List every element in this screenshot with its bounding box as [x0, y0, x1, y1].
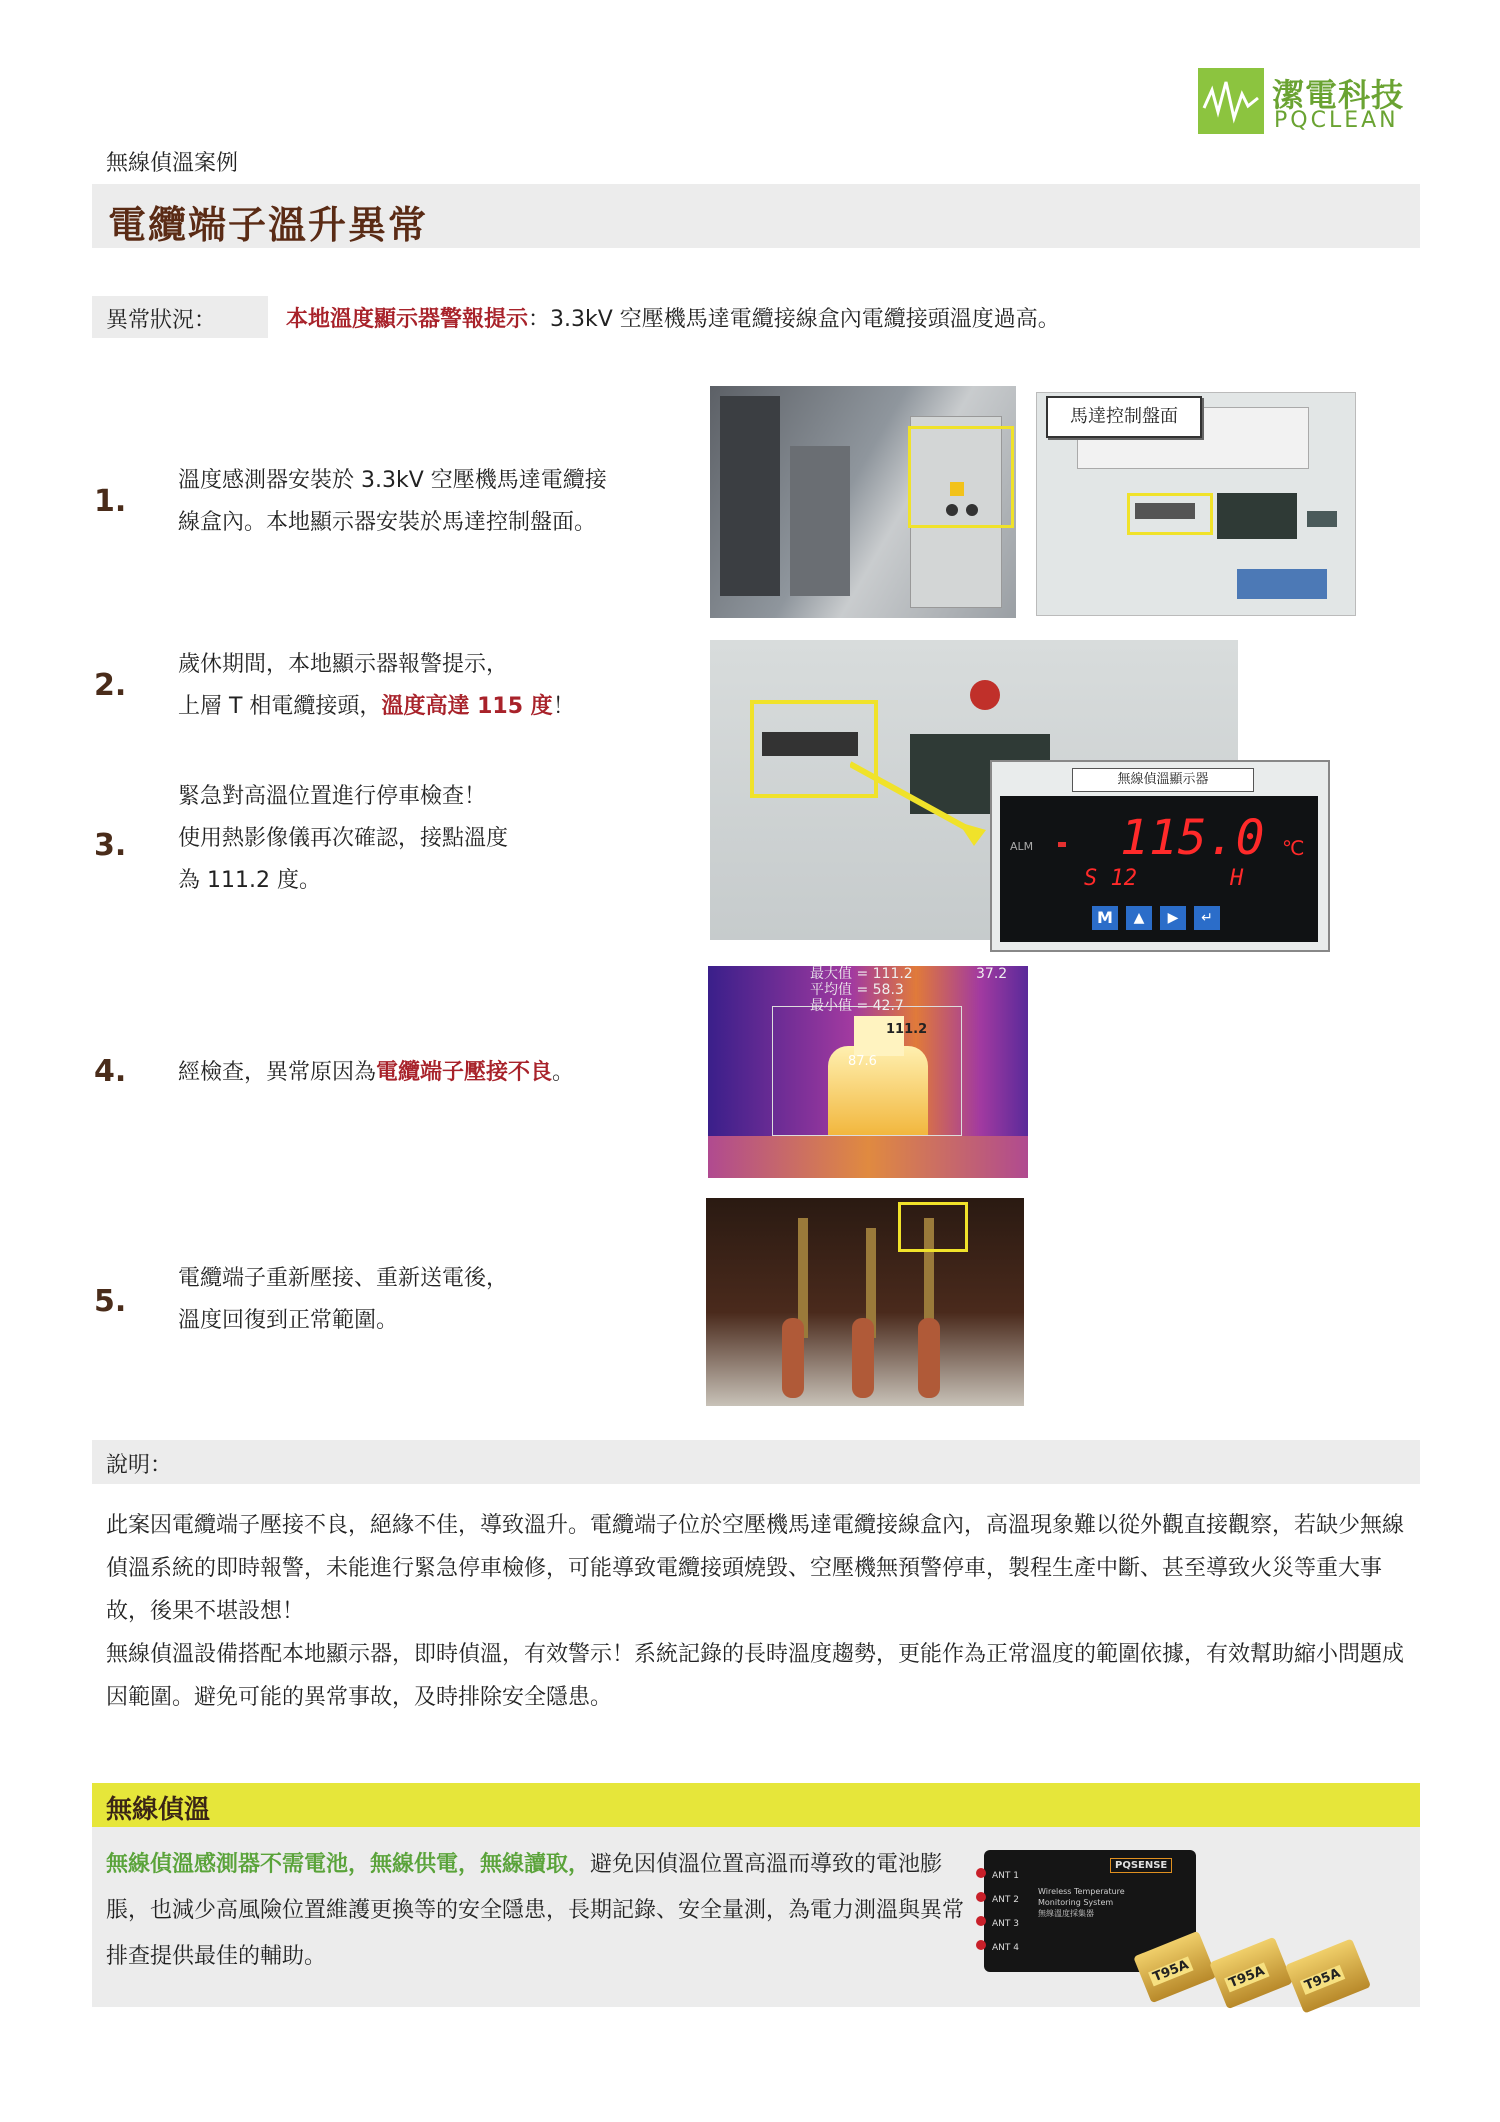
step-2-line: 上層 T 相電纜接頭，溫度高達 115 度！ — [178, 694, 575, 719]
step-3-line: 緊急對高溫位置進行停車檢查！ — [178, 784, 487, 809]
thermal-spot-1: 111.2 — [886, 1022, 928, 1037]
step-2-text — [178, 644, 575, 728]
cable-terminal-photo — [706, 1198, 1024, 1406]
display-sub: S 12 — [1084, 866, 1137, 891]
thermal-max: 最大值 = 111.2 — [810, 966, 913, 982]
status-highlight: 本地溫度顯示器警報提示 — [286, 307, 529, 332]
wireless-text — [106, 1842, 966, 1980]
logo-text-zh: 潔電科技 — [1272, 76, 1405, 114]
wireless-sensor: T95A — [1285, 1938, 1371, 2013]
display-button-enter-icon[interactable]: ↵ — [1194, 906, 1220, 930]
display-alm-label: ALM — [1010, 840, 1034, 853]
step-1-line: 溫度感測器安裝於 3.3kV 空壓機馬達電纜接 — [178, 468, 607, 493]
thermal-spot-2: 87.6 — [848, 1054, 877, 1069]
display-unit: ℃ — [1282, 836, 1305, 860]
step-3-number: 3. — [94, 828, 127, 863]
status-text — [286, 302, 1060, 333]
display-value: 115.0 — [1120, 810, 1265, 866]
wireless-title-bar — [92, 1783, 1420, 1827]
device-description: Wireless Temperature Monitoring System 無線溫度採集器 — [1038, 1887, 1125, 1918]
wireless-title: 無線偵溫 — [106, 1795, 211, 1825]
device-brand: PQSENSE — [1110, 1858, 1172, 1873]
explanation-paragraph: 此案因電纜端子壓接不良，絕緣不佳，導致溫升。電纜端子位於空壓機馬達電纜接線盒內，高溫現象難以從外觀直接觀察，若缺少無線偵溫系統的即時報警，未能進行緊急停車檢修，可能導致電纜接頭燒毀、空壓機無預警停車，製程生產中斷、甚至導致火災等重大事故，後果不堪設想！ — [106, 1513, 1405, 1624]
step-3-line: 使用熱影像儀再次確認，接點溫度 — [178, 826, 509, 851]
step-4-highlight: 電纜端子壓接不良 — [376, 1060, 553, 1085]
thermal-stats — [810, 966, 913, 1014]
step-5-number: 5. — [94, 1284, 127, 1319]
step-1-text — [178, 460, 607, 544]
step-5-line: 電纜端子重新壓接、重新送電後， — [178, 1266, 509, 1291]
step-5-text — [178, 1258, 508, 1342]
step-2-number: 2. — [94, 668, 127, 703]
thermal-corner: 37.2 — [976, 966, 1008, 982]
display-sub2: H — [1230, 866, 1244, 891]
explanation-text — [106, 1504, 1416, 1719]
step-1-number: 1. — [94, 484, 127, 519]
display-label: 無線偵溫顯示器 — [1072, 768, 1254, 792]
thermal-image-photo — [708, 966, 1028, 1178]
company-logo — [1198, 68, 1418, 136]
logo-mark-icon — [1198, 68, 1264, 134]
step-3-line: 為 111.2 度。 — [178, 868, 321, 893]
display-button-right-icon[interactable]: ▶ — [1160, 906, 1186, 930]
explanation-label: 說明： — [106, 1453, 173, 1478]
wireless-sensor: T95A — [1133, 1931, 1217, 2004]
logo-text-en: PQCLEAN — [1274, 108, 1399, 133]
explanation-paragraph: 無線偵溫設備搭配本地顯示器，即時偵溫，有效警示！系統記錄的長時溫度趨勢，更能作為正常溫度的範圍依據，有效幫助縮小問題成因範圍。避免可能的異常事故，及時排除安全隱患。 — [106, 1642, 1405, 1710]
device-ports: ANT 1 ANT 2 ANT 3 ANT 4 — [992, 1871, 1019, 1953]
display-button-m[interactable]: M — [1092, 906, 1118, 930]
step-3-text — [178, 776, 508, 902]
display-inset — [990, 760, 1330, 952]
step-5-line: 溫度回復到正常範圍。 — [178, 1308, 399, 1333]
thermal-avg: 平均值 = 58.3 — [810, 982, 904, 998]
page-title: 電纜端子溫升異常 — [108, 203, 429, 247]
status-label-box — [92, 296, 268, 338]
explanation-bar — [92, 1440, 1420, 1484]
step-2-highlight: 溫度高達 115 度 — [381, 694, 553, 719]
status-detail: ：3.3kV 空壓機馬達電纜接線盒內電纜接頭溫度過高。 — [528, 307, 1060, 332]
status-label: 異常狀況： — [106, 308, 217, 333]
panel-label: 馬達控制盤面 — [1046, 396, 1202, 438]
step-1-line: 線盒內。本地顯示器安裝於馬達控制盤面。 — [178, 510, 597, 535]
junction-box-photo — [710, 386, 1016, 618]
display-button-up-icon[interactable]: ▲ — [1126, 906, 1152, 930]
wireless-highlight: 無線偵溫感測器不需電池，無線供電，無線讀取， — [106, 1852, 591, 1877]
title-bar — [92, 184, 1420, 248]
step-4-number: 4. — [94, 1054, 127, 1089]
step-4-text: 經檢查，異常原因為電纜端子壓接不良。 — [178, 1060, 575, 1085]
step-2-line: 歲休期間，本地顯示器報警提示， — [178, 652, 509, 677]
thermal-min: 最小值 = 42.7 — [810, 998, 904, 1014]
category-label: 無線偵溫案例 — [106, 151, 239, 176]
wireless-sensor: T95A — [1209, 1937, 1293, 2010]
wireless-detail: 避免因偵溫位置高溫而導致的電池膨脹，也減少高風險位置維護更換等的安全隱患，長期記錄、安全量測，為電力測溫與異常排查提供最佳的輔助。 — [106, 1852, 965, 1969]
